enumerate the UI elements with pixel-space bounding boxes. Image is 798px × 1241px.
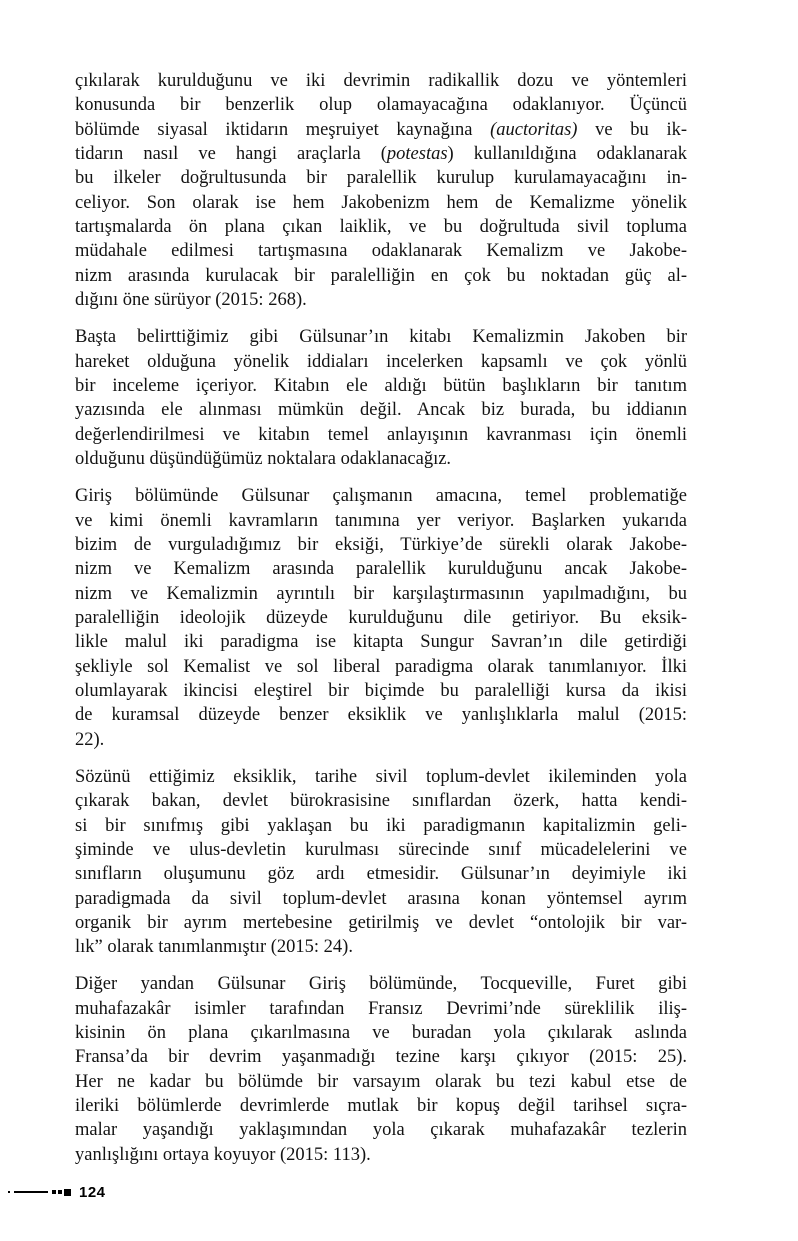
text-line: yazısında ele alınması mümkün değil. Ancak biz burada, bu iddianın [75,400,687,421]
text-line: yanlışlığını ortaya koyuyor (2015: 113). [75,1144,371,1165]
page-text [75,69,687,1167]
text-line: konusunda bir benzerlik olup olamayacağına odaklanıyor. Üçüncü [75,95,687,116]
text-line: değerlendirilmesi ve kitabın temel anlayışının kavranması için önemli [75,424,687,445]
text-line: Fransa’da bir devrim yaşanmadığı tezine karşı çıkıyor (2015: 25). [75,1047,687,1068]
ornament-square-icon [64,1189,71,1196]
text-line: Her ne kadar bu bölümde bir varsayım olarak bu tezi kabul etse de [75,1071,687,1092]
ornament-rule-icon [14,1191,48,1193]
paragraph [75,972,687,1167]
text-line: muhafazakâr isimler tarafından Fransız Devrimi’nde süreklilik iliş- [75,998,687,1019]
text-line: nizm arasında kurulacak bir paralelliğin en çok bu noktadan güç al- [75,265,687,286]
paragraph [75,484,687,752]
text-line: çıkılarak kurulduğunu ve iki devrimin radikallik dozu ve yöntemleri [75,71,687,91]
text-line: sınıfların oluşumunu göz ardı etmesidir. Gülsunar’ın deyimiyle iki [75,864,687,885]
text-line: bizim de vurguladığımız bir eksiği, Türkiye’de sürekli olarak Jakobe- [75,534,687,555]
text-line: lık” olarak tanımlanmıştır (2015: 24). [75,937,353,958]
text-line: bir inceleme içeriyor. Kitabın ele aldığı bütün başlıkların bir tanıtım [75,375,687,396]
text-line: olduğunu düşündüğümüz noktalara odaklanacağız. [75,448,452,469]
text-line: nizm ve Kemalizmin ayrıntılı bir karşılaştırmasının yapılmadığını, bu [75,583,687,604]
text-line: olumlayarak ikincisi eleştirel bir biçimde bu paralelliği kursa da ikisi [75,680,687,701]
page-number: 124 [79,1183,106,1201]
text-line: dığını öne sürüyor (2015: 268). [75,289,307,310]
text-line: 22). [75,729,105,750]
text-line: Sözünü ettiğimiz eksiklik, tarihe sivil toplum-devlet ikileminden yola [75,766,687,787]
text-line: şekliyle sol Kemalist ve sol liberal paradigma olarak tanımlanıyor. İlki [75,656,687,677]
text-line: likle malul iki paradigma ise kitapta Sungur Savran’ın dile getirdiği [75,632,687,653]
text-line: celiyor. Son olarak ise hem Jakobenizm hem de Kemalizme yönelik [75,192,687,213]
ornament-dot-icon [8,1191,10,1193]
text-line: Giriş bölümünde Gülsunar çalışmanın amacına, temel problematiğe [75,486,687,507]
text-line: paralelliğin ideolojik düzeyde kurulduğunu dile getiriyor. Bu eksik- [75,607,687,628]
text-line: Başta belirttiğimiz gibi Gülsunar’ın kitabı Kemalizmin Jakoben bir [75,327,687,348]
text-line: de kuramsal düzeyde benzer eksiklik ve yanlışlıklarla malul (2015: [75,705,687,726]
text-line: paradigmada da sivil toplum-devlet arasına konan yöntemsel ayrım [75,888,687,909]
paragraph [75,325,687,471]
page-footer [8,1183,106,1201]
paragraph [75,765,687,960]
text-line: hareket olduğuna yönelik iddiaları incelerken kapsamlı ve çok yönlü [75,351,687,372]
text-line: si bir sınıfmış gibi yaklaşan bu iki paradigmanın kapitalizmin geli- [75,815,687,836]
footer-rule-and-squares-icon [8,1189,71,1196]
ornament-square-icon [58,1190,62,1194]
paragraph [75,69,687,312]
text-line: malar yaşandığı yaklaşımından yola çıkarak muhafazakâr tezlerin [75,1120,687,1141]
ornament-square-icon [52,1190,56,1194]
text-line: bu ilkeler doğrultusunda bir paralellik kurulup kurulamayacağını in- [75,168,687,189]
text-line: Diğer yandan Gülsunar Giriş bölümünde, Tocqueville, Furet gibi [75,974,687,995]
text-line: ve kimi önemli kavramların tanımına yer veriyor. Başlarken yukarıda [75,510,687,531]
text-line: bölümde siyasal iktidarın meşruiyet kaynağına (auctoritas) ve bu ik- [75,119,687,140]
text-line: çıkarak bakan, devlet bürokrasisine sınıflardan özerk, hatta kendi- [75,791,687,812]
text-line: şiminde ve ulus-devletin kurulması sürecinde sınıf mücadelelerini ve [75,839,687,860]
text-line: kisinin ön plana çıkarılmasına ve buradan yola çıkılarak aslında [75,1023,687,1044]
text-line: tartışmalarda ön plana çıkan laiklik, ve bu doğrultuda sivil topluma [75,216,687,237]
text-line: organik bir ayrım mertebesine getirilmiş ve devlet “ontolojik bir var- [75,912,687,933]
text-line: müdahale edilmesi tartışmasına odaklanarak Kemalizm ve Jakobe- [75,241,687,262]
text-line: tidarın nasıl ve hangi araçlarla (potestas) kullanıldığına odaklanarak [75,143,687,164]
text-line: ileriki bölümlerde devrimlerde mutlak bir kopuş değil tarihsel sıçra- [75,1096,687,1117]
text-line: nizm ve Kemalizm arasında paralellik kurulduğunu ancak Jakobe- [75,559,687,580]
